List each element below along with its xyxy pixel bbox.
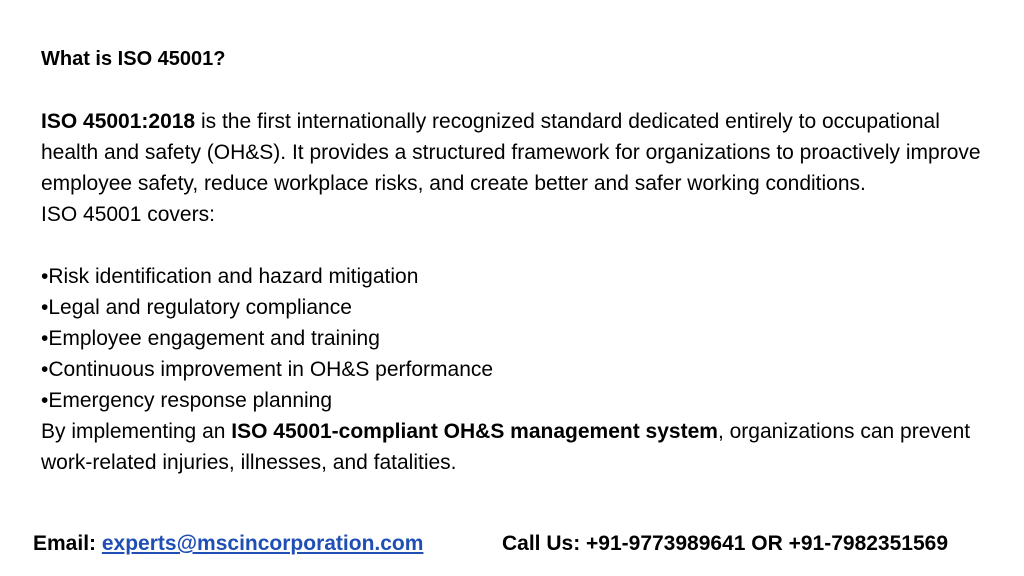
covers-list xyxy=(41,261,991,416)
intro-text: is the first internationally recognized standard dedicated entirely to occupational health and safety (OH&S). It provides a structured framework for organizations to proactively improve employee safety, reduce workplace risks, and create better and safer working conditions. xyxy=(41,110,981,195)
closing-bold: ISO 45001-compliant OH&S management system xyxy=(231,420,718,443)
closing-paragraph xyxy=(41,416,991,478)
footer-email xyxy=(33,526,423,562)
footer xyxy=(0,526,1024,562)
page-title: What is ISO 45001? xyxy=(41,48,226,70)
list-item: •Risk identification and hazard mitigation xyxy=(41,265,419,288)
email-link[interactable]: experts@mscincorporation.com xyxy=(101,532,424,555)
email-label: Email: xyxy=(33,532,102,555)
covers-label: ISO 45001 covers: xyxy=(41,203,215,226)
list-item: •Employee engagement and training xyxy=(41,327,380,350)
closing-suffix: , organizations can prevent work-related injuries, illnesses, and fatalities. xyxy=(41,420,971,474)
closing-prefix: By implementing an xyxy=(41,420,232,443)
intro-bold-lead: ISO 45001:2018 xyxy=(41,110,196,133)
intro-paragraph xyxy=(41,106,991,199)
list-item: •Continuous improvement in OH&S performance xyxy=(41,358,494,381)
list-item: •Emergency response planning xyxy=(41,389,333,412)
spacer xyxy=(41,230,991,261)
spacer xyxy=(41,75,991,106)
list-item: •Legal and regulatory compliance xyxy=(41,296,352,319)
content-block xyxy=(41,44,991,478)
footer-call: Call Us: +91-9773989641 OR +91-7982351569 xyxy=(502,532,949,555)
